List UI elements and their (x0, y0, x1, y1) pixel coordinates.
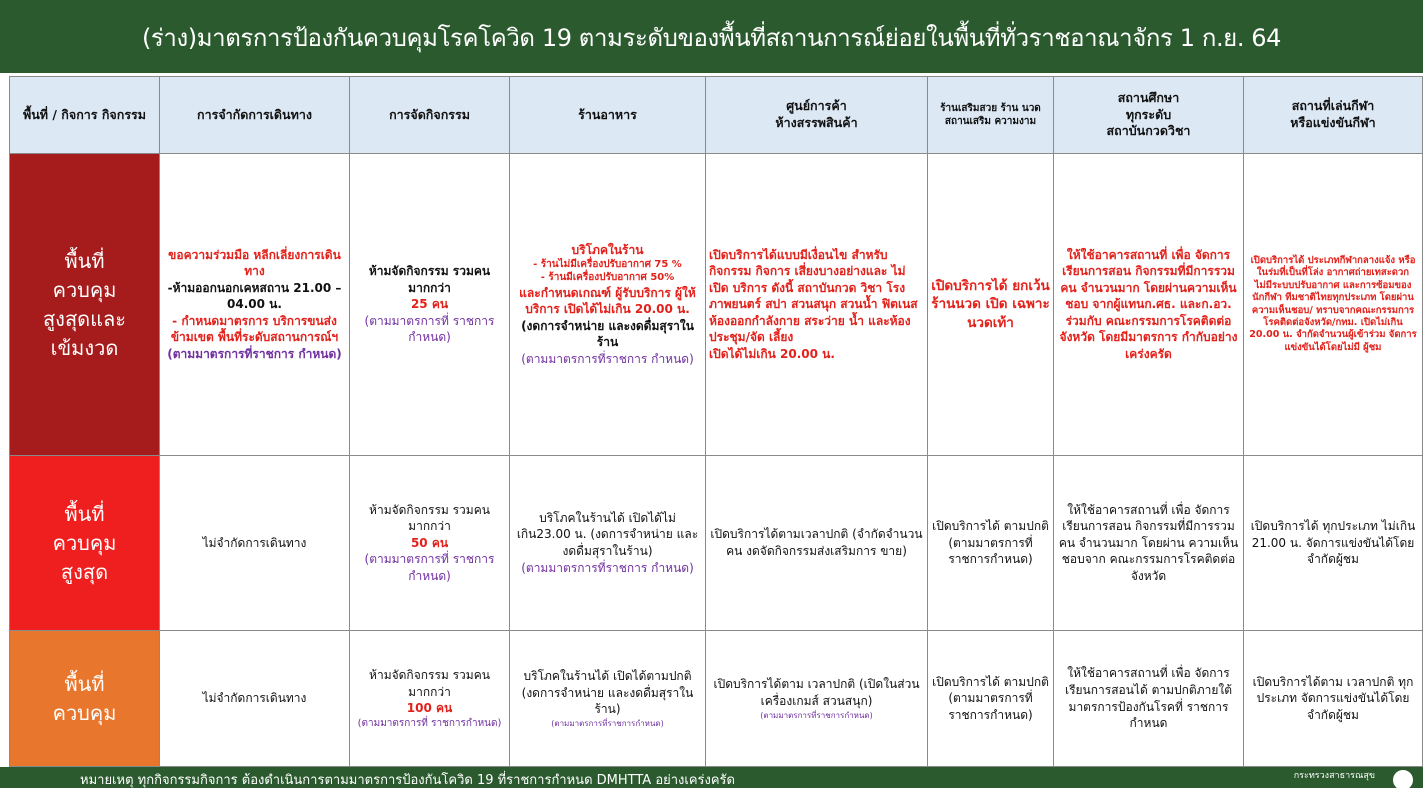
activity-limit: 100 คน (406, 701, 453, 716)
school-text: ให้ใช้อาคารสถานที่ เพื่อ จัดการเรียนการสอนได้ ตามปกติภายใต้ มาตรการป้องกันโรคที่ ราชการกำหนด (1064, 666, 1233, 731)
header-school-line3: สถาบันกวดวิชา (1106, 123, 1191, 139)
activity-cell (350, 456, 510, 631)
activity-text: ห้ามจัดกิจกรรม รวมคนมากกว่า (368, 264, 491, 295)
header-school-line1: สถานศึกษา (1117, 89, 1180, 105)
mall-cell (706, 154, 928, 456)
moph-emblem-icon (1391, 768, 1415, 788)
travel-text: -ห้ามออกนอกเคหสถาน 21.00 – 04.00 น. (167, 280, 342, 312)
activity-text: ห้ามจัดกิจกรรม รวมคนมากกว่า (369, 502, 490, 534)
header-beauty: ร้านเสริมสวย ร้าน นวด สถานเสริม ความงาม (928, 77, 1054, 154)
mall-text: เปิดบริการได้ตามเวลาปกติ (จำกัดจำนวนคน งดจัดกิจกรรมส่งเสริมการ ขาย) (710, 527, 923, 558)
school-cell (1054, 631, 1244, 767)
area-label-line: ควบคุม (52, 530, 117, 555)
restaurant-text: (ตามมาตรการที่ราชการ กำหนด) (521, 560, 694, 575)
sport-text: เปิดบริการได้ ทุกประเภท ไม่เกิน 21.00 น. จัดการแข่งขันได้โดย จำกัดผู้ชม (1250, 519, 1416, 567)
school-cell (1054, 154, 1244, 456)
table-row (10, 154, 1423, 456)
header-school-line2: ทุกระดับ (1125, 106, 1172, 122)
beauty-cell (928, 154, 1054, 456)
table-row (10, 456, 1423, 631)
beauty-text: เปิดบริการได้ ตามปกติ (ตามมาตรการที่ ราชการกำหนด) (932, 519, 1049, 567)
sport-cell (1244, 154, 1423, 456)
mall-cell (706, 631, 928, 767)
area-cell-control (10, 631, 160, 767)
area-label-line: พื้นที่ (64, 671, 105, 696)
header-activity: การจัดกิจกรรม (350, 77, 510, 154)
beauty-cell (928, 456, 1054, 631)
travel-text: ไม่จำกัดการเดินทาง (202, 535, 307, 550)
table-row (10, 631, 1423, 767)
area-label-line: พื้นที่ (64, 248, 105, 273)
header-sport (1244, 77, 1423, 154)
sport-cell (1244, 456, 1423, 631)
activity-cell (350, 631, 510, 767)
header-mall-line2: ห้างสรรพสินค้า (775, 115, 858, 130)
travel-cell (160, 154, 350, 456)
restaurant-text: (ตามมาตรการที่ราชการ กำหนด) (521, 351, 694, 366)
activity-text: ห้ามจัดกิจกรรม รวมคนมากกว่า (369, 668, 490, 699)
mall-text: เปิดบริการได้แบบมีเงื่อนไข สำหรับกิจกรรม กิจการ เสี่ยงบางอย่างและ ไม่เปิด บริการ ดังนี้ สถาบันกวด วิชา โรงภาพยนตร์ สปา สวนสนุก สวนน้ำ ฟิตเนส ห้องออกกำลังกาย สระว่าย น้ำ และห้องประชุม/จัด เลี้ยง (709, 247, 918, 345)
measures-table (9, 76, 1423, 767)
area-label-line: ควบคุม (52, 700, 117, 725)
activity-limit: 50 คน (410, 535, 449, 550)
restaurant-cell (510, 456, 706, 631)
mall-text: เปิดบริการได้ตาม เวลาปกติ (เปิดในส่วนเครื่องเกมส์ สวนสนุก) (713, 677, 920, 708)
restaurant-text: บริโภคในร้าน (571, 242, 644, 257)
beauty-text: เปิดบริการได้ ตามปกติ (ตามมาตรการที่ ราชการกำหนด) (932, 674, 1049, 722)
area-label-line: เข้มงวด (50, 335, 119, 360)
restaurant-text: บริโภคในร้านได้ เปิดได้ตามปกติ (งดการจำหน่าย และงดดื่มสุราในร้าน) (521, 669, 694, 717)
travel-text: ขอความร่วมมือ หลีกเลี่ยงการเดินทาง (168, 247, 341, 279)
header-row (10, 77, 1423, 154)
school-text: ให้ใช้อาคารสถานที่ เพื่อ จัดการเรียนการสอน กิจกรรมที่มีการรวมคน จำนวนมาก โดยผ่านความเห็นชอบ จากผู้แทนก.ศธ. และก.อว. ร่วมกับ คณะกรรมการโรคติดต่อ จังหวัด โดยมีมาตรการ กำกับอย่างเคร่งครัด (1059, 247, 1238, 361)
area-cell-maximum (10, 456, 160, 631)
travel-cell (160, 631, 350, 767)
restaurant-cell (510, 631, 706, 767)
area-cell-strictest (10, 154, 160, 456)
header-school (1054, 77, 1244, 154)
header-restaurant: ร้านอาหาร (510, 77, 706, 154)
activity-text: (ตามมาตรการที่ ราชการกำหนด) (364, 552, 495, 583)
header-mall-line1: ศูนย์การค้า (786, 98, 847, 114)
area-label-line: พื้นที่ (64, 501, 105, 526)
header-sport-line2: หรือแข่งขันกีฬา (1290, 115, 1376, 130)
ministry-name: กระทรวงสาธารณสุข (1293, 771, 1375, 781)
sport-cell (1244, 631, 1423, 767)
restaurant-text: - ร้านไม่มีเครื่องปรับอากาศ 75 % (533, 259, 682, 271)
restaurant-text: และกำหนดเกณฑ์ ผู้รับบริการ ผู้ให้บริการ เปิดได้ไม่เกิน 20.00 น. (519, 285, 696, 317)
sport-text: เปิดบริการได้ ประเภทกีฬากลางแจ้ง หรือในร่มที่เป็นที่โล่ง อากาศถ่ายเทสะดวก ไม่มีระบบปรับอากาศ และการซ้อมของนักกีฬา ทีมชาติไทยทุกประเภท โดยผ่านความเห็นชอบ/ ทราบจากคณะกรรมการ โรคติดต่อจังหวัด/กทม. เปิดไม่เกิน 20.00 น. จำกัดจำนวนผู้เข้าร่วม จัดการแข่งขันได้โดยไม่มี ผู้ชม (1249, 255, 1417, 353)
area-label-line: ควบคุม (52, 277, 117, 302)
activity-cell (350, 154, 510, 456)
footer-note: หมายเหตุ ทุกกิจกรรมกิจการ ต้องดำเนินการตามมาตรการป้องกันโควิด 19 ที่ราชการกำหนด DMHTTA อย่างเคร่งครัด (80, 773, 735, 788)
header-sport-line1: สถานที่เล่นกีฬา (1291, 98, 1375, 114)
sport-text: เปิดบริการได้ตาม เวลาปกติ ทุกประเภท จัดการแข่งขันได้โดย จำกัดผู้ชม (1252, 674, 1414, 722)
header-travel: การจำกัดการเดินทาง (160, 77, 350, 154)
travel-text: (ตามมาตรการที่ราชการ กำหนด) (167, 346, 342, 361)
activity-text: (ตามมาตรการที่ ราชการกำหนด) (364, 313, 495, 345)
restaurant-text: บริโภคในร้านได้ เปิดได้ไม่เกิน23.00 น. (งดการจำหน่าย และงดดื่มสุราในร้าน) (516, 510, 699, 558)
mall-text: เปิดได้ไม่เกิน 20.00 น. (709, 346, 835, 361)
header-mall (706, 77, 928, 154)
mall-cell (706, 456, 928, 631)
area-label-line: สูงสุดและ (42, 306, 127, 331)
travel-text: ไม่จำกัดการเดินทาง (202, 691, 307, 706)
restaurant-text: (ตามมาตรการที่ราชการกำหนด) (551, 718, 664, 728)
area-label-line: สูงสุด (60, 559, 109, 584)
travel-text: - กำหนดมาตรการ บริการขนส่ง ข้ามเขต พื้นที่ระดับสถานการณ์ฯ (170, 313, 339, 345)
activity-text: (ตามมาตรการที่ ราชการกำหนด) (357, 717, 502, 729)
mall-text: (ตามมาตรการที่ราชการกำหนด) (760, 710, 873, 720)
restaurant-text: (งดการจำหน่าย และงดดื่มสุราในร้าน (521, 318, 694, 350)
restaurant-text: - ร้านมีเครื่องปรับอากาศ 50% (540, 272, 675, 284)
page-title: (ร่าง)มาตรการป้องกันควบคุมโรคโควิด 19 ตามระดับของพื้นที่สถานการณ์ย่อยในพื้นที่ทั่วราชอาณาจักร 1 ก.ย. 64 (0, 0, 1423, 76)
header-area: พื้นที่ / กิจการ กิจกรรม (10, 77, 160, 154)
activity-limit: 25 คน (410, 297, 449, 312)
beauty-cell (928, 631, 1054, 767)
footer-bar (0, 767, 1423, 788)
travel-cell (160, 456, 350, 631)
restaurant-cell (510, 154, 706, 456)
beauty-text: เปิดบริการได้ ยกเว้น ร้านนวด เปิด เฉพาะนวดเท้า (931, 277, 1050, 331)
school-text: ให้ใช้อาคารสถานที่ เพื่อ จัดการเรียนการสอน กิจกรรมที่มีการรวมคน จำนวนมาก โดยผ่าน ความเห็นชอบจาก คณะกรรมการโรคติดต่อ จังหวัด (1058, 502, 1239, 583)
school-cell (1054, 456, 1244, 631)
